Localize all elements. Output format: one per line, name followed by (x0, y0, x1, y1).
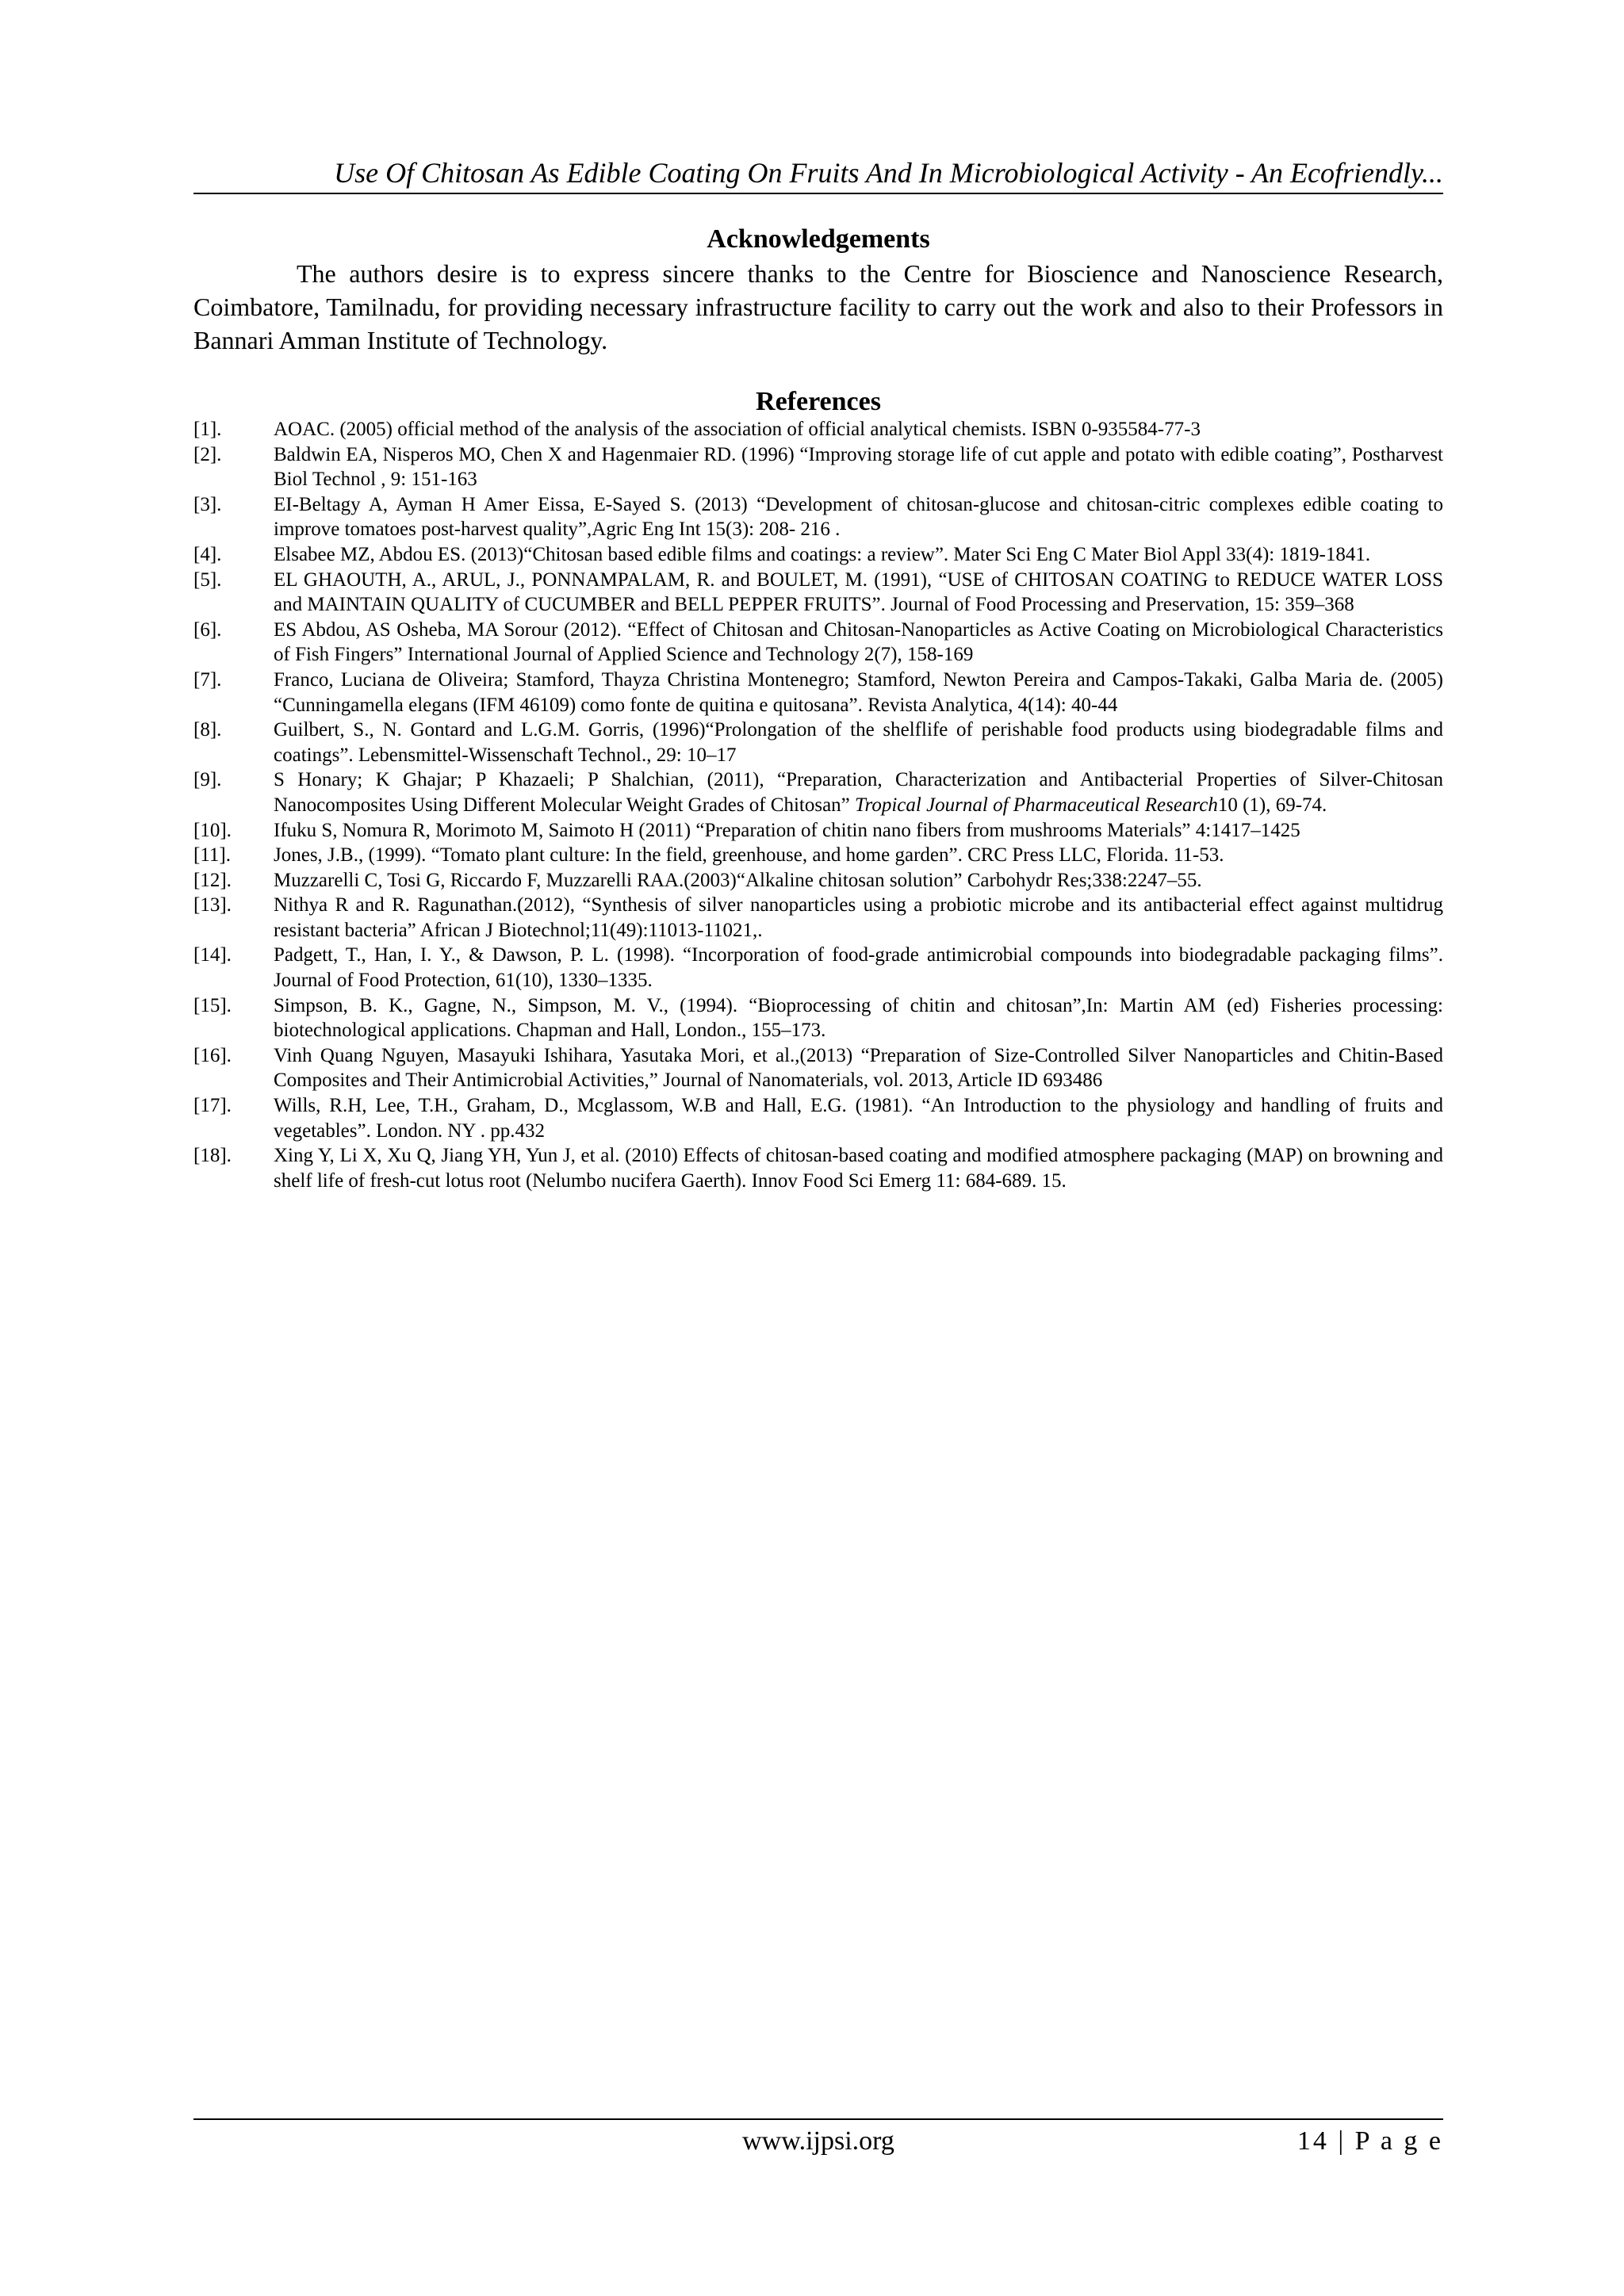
reference-item (193, 767, 1443, 817)
footer-page-number: 14 | P a g e (1297, 2126, 1443, 2156)
reference-number: [1]. (193, 419, 222, 440)
reference-item (193, 943, 1443, 993)
reference-number: [5]. (193, 568, 222, 591)
reference-number: [12]. (193, 869, 232, 891)
reference-item (193, 718, 1443, 767)
reference-number: [14]. (193, 944, 232, 966)
reference-number: [8]. (193, 719, 222, 741)
reference-text: ES Abdou, AS Osheba, MA Sorour (2012). “Effect of Chitosan and Chitosan-Nanoparticles as Active Coating on Microbiological Characteristics of Fish Fingers” International Journal of Applied Science and Technology 2(7), 158-169 (274, 618, 1443, 666)
reference-text: Muzzarelli C, Tosi G, Riccardo F, Muzzarelli RAA.(2003)“Alkaline chitosan solution” Carbohydr Res;338:2247–55. (274, 869, 1202, 891)
reference-number: [6]. (193, 618, 222, 641)
reference-item (193, 843, 1443, 868)
reference-item (193, 542, 1443, 568)
reference-item (193, 492, 1443, 542)
reference-text: Xing Y, Li X, Xu Q, Jiang YH, Yun J, et al. (2010) Effects of chitosan-based coating and modified atmosphere packaging (MAP) on browning and shelf life of fresh-cut lotus root (Nelumbo nucifera Gaerth). Innov Food Sci Emerg 11: 684-689. 15. (274, 1145, 1443, 1192)
reference-text: Simpson, B. K., Gagne, N., Simpson, M. V., (1994). “Bioprocessing of chitin and chitosan”,In: Martin AM (ed) Fisheries processing: biotechnological applications. Chapman and Hall, London., 155–173. (274, 994, 1443, 1042)
acknowledgements-heading: Acknowledgements (707, 224, 930, 254)
reference-text: Padgett, T., Han, I. Y., & Dawson, P. L. (1998). “Incorporation of food-grade antimicrobial compounds into biodegradable packaging films”. Journal of Food Protection, 61(10), 1330–1335. (274, 944, 1443, 992)
reference-item (193, 442, 1443, 492)
reference-item (193, 868, 1443, 894)
reference-text: Guilbert, S., N. Gontard and L.G.M. Gorris, (1996)“Prolongation of the shelflife of perishable food products using biodegradable films and coatings”. Lebensmittel-Wissenschaft Technol., 29: 10–17 (274, 719, 1443, 766)
references-list (193, 417, 1443, 1193)
reference-text: Baldwin EA, Nisperos MO, Chen X and Hagenmaier RD. (1996) “Improving storage life of cut apple and potato with edible coating”, Postharvest Biol Technol , 9: 151-163 (274, 443, 1443, 491)
acknowledgements-body: The authors desire is to express sincere thanks to the Centre for Bioscience and Nanoscience Research, Coimbatore, Tamilnadu, for providing necessary infrastructure facility to carry out the work and also to their Professors in Bannari Amman Institute of Technology. (193, 259, 1443, 354)
reference-item (193, 1093, 1443, 1143)
reference-item (193, 417, 1443, 442)
reference-number: [15]. (193, 994, 232, 1016)
reference-number: [18]. (193, 1145, 232, 1167)
reference-number: [9]. (193, 769, 222, 791)
footer-rule (193, 2118, 1443, 2120)
reference-text: EL GHAOUTH, A., ARUL, J., PONNAMPALAM, R. and BOULET, M. (1991), “USE of CHITOSAN COATING to REDUCE WATER LOSS and MAINTAIN QUALITY of CUCUMBER and BELL PEPPER FRUITS”. Journal of Food Processing and Preservation, 15: 359–368 (274, 568, 1443, 616)
reference-text-part: 10 (1), 69-74. (1217, 794, 1327, 816)
reference-text: Elsabee MZ, Abdou ES. (2013)“Chitosan based edible films and coatings: a review”. Mater Sci Eng C Mater Biol Appl 33(4): 1819-1841. (274, 543, 1371, 565)
reference-number: [10]. (193, 819, 232, 841)
reference-item (193, 818, 1443, 844)
reference-number: [13]. (193, 894, 232, 916)
reference-item (193, 893, 1443, 943)
reference-text: Franco, Luciana de Oliveira; Stamford, Thayza Christina Montenegro; Stamford, Newton Pereira and Campos-Takaki, Galba Maria de. (2005) “Cunningamella elegans (IFM 46109) como fonte de quitina e quitosana”. Revista Analytica, 4(14): 40-44 (274, 668, 1443, 716)
references-heading: References (756, 387, 881, 416)
reference-item (193, 993, 1443, 1043)
reference-text: Nithya R and R. Ragunathan.(2012), “Synthesis of silver nanoparticles using a probiotic microbe and its antibacterial effect against multidrug resistant bacteria” African J Biotechnol;11(49):11013-11021,. (274, 894, 1443, 941)
journal-title: Tropical Journal of Pharmaceutical Research (855, 794, 1218, 816)
reference-number: [2]. (193, 443, 222, 465)
reference-number: [4]. (193, 543, 222, 565)
reference-text: Jones, J.B., (1999). “Tomato plant culture: In the field, greenhouse, and home garden”. CRC Press LLC, Florida. 11-53. (274, 844, 1224, 867)
reference-number: [7]. (193, 668, 222, 691)
reference-number: [16]. (193, 1044, 232, 1066)
reference-item (193, 1143, 1443, 1193)
reference-text-part: S Honary; K Ghajar; P Khazaeli; P Shalchian, (2011), “Preparation, Characterization and Antibacterial Properties of Silver-Chitosan Nanocomposites Using Different Molecular Weight Grades of Chitosan” (274, 769, 1443, 816)
reference-text: EI-Beltagy A, Ayman H Amer Eissa, E-Sayed S. (2013) “Development of chitosan-glucose and chitosan-citric complexes edible coating to improve tomatoes post-harvest quality”,Agric Eng Int 15(3): 208- 216 . (274, 493, 1443, 541)
reference-item (193, 1043, 1443, 1093)
reference-text (274, 767, 1443, 817)
reference-text: Wills, R.H, Lee, T.H., Graham, D., Mcglassom, W.B and Hall, E.G. (1981). “An Introduction to the physiology and handling of fruits and vegetables”. London. NY . pp.432 (274, 1095, 1443, 1142)
reference-text: AOAC. (2005) official method of the analysis of the association of official analytical chemists. ISBN 0-935584-77-3 (274, 419, 1201, 440)
reference-item (193, 568, 1443, 618)
reference-item (193, 618, 1443, 668)
running-header: Use Of Chitosan As Edible Coating On Fruits And In Microbiological Activity - An Ecofriendly... (334, 157, 1443, 189)
reference-number: [3]. (193, 493, 222, 515)
reference-text: Ifuku S, Nomura R, Morimoto M, Saimoto H (2011) “Preparation of chitin nano fibers from mushrooms Materials” 4:1417–1425 (274, 819, 1300, 841)
reference-item (193, 668, 1443, 718)
reference-number: [17]. (193, 1095, 232, 1117)
footer-website-link[interactable]: www.ijpsi.org (742, 2126, 894, 2156)
header-rule (193, 193, 1443, 194)
reference-text: Vinh Quang Nguyen, Masayuki Ishihara, Yasutaka Mori, et al.,(2013) “Preparation of Size-Controlled Silver Nanoparticles and Chitin-Based Composites and Their Antimicrobial Activities,” Journal of Nanomaterials, vol. 2013, Article ID 693486 (274, 1044, 1443, 1092)
reference-number: [11]. (193, 844, 231, 867)
